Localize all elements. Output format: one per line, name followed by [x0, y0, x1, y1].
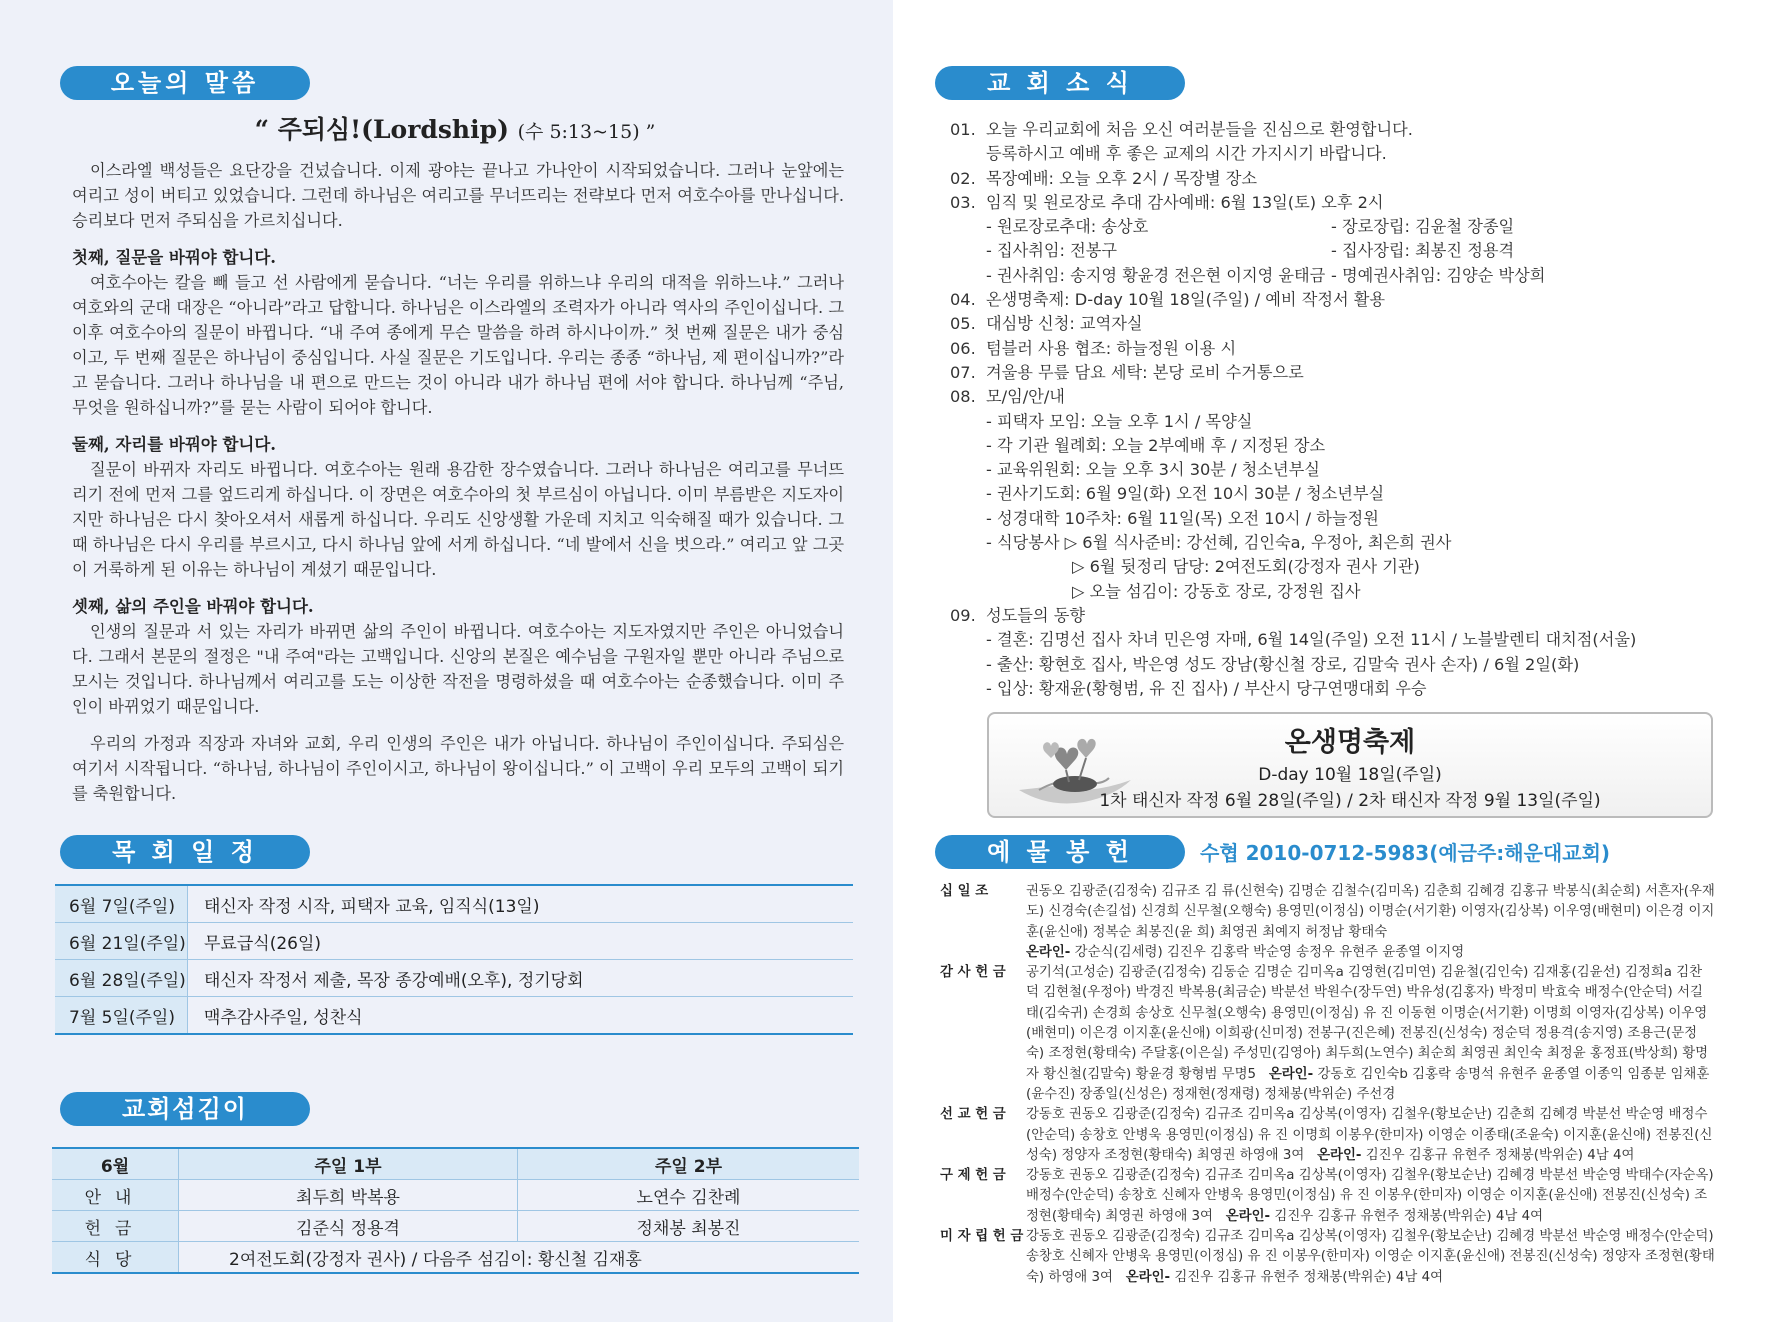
- list-item: [940, 963, 1715, 1105]
- list-item: [950, 167, 1720, 191]
- serving-meal: 2여전도회(강정자 권사) / 다음주 섬김이: 황신철 김재홍: [179, 1242, 860, 1274]
- serving-table: [52, 1147, 859, 1274]
- list-item: [940, 1166, 1715, 1227]
- list-item: - 교육위원회: 오늘 오후 3시 30분 / 청소년부실: [986, 460, 1320, 480]
- serving-header-service2: 주일 2부: [518, 1148, 860, 1180]
- table-row: [52, 1148, 859, 1180]
- serving-cell: 김준식 정용격: [179, 1211, 518, 1242]
- table-row: [52, 1211, 859, 1242]
- item-text: 온생명축제: D-day 10월 18일(주일) / 예비 작정서 활용: [986, 290, 1386, 310]
- list-item: - 입상: 황재윤(황형범, 유 진 집사) / 부산시 당구연맹대회 우승: [986, 678, 1427, 698]
- list-item: [950, 385, 1720, 409]
- sermon-paragraph-2: 질문이 바뀌자 자리도 바뀝니다. 여호수아는 원래 용감한 장수였습니다. 그러나 하나님은 여리고를 무너뜨리기 전에 먼저 그를 엎드리게 하십니다. 이 장면은 여호수아의 첫 부르심이 아닙니다. 이미 부름받은 지도자이지만 하나님은 다시 찾아오셔서 새롭게 하십니다. 우리도 신앙생활 가운데 지치고 익숙해질 때가 있습니다. 그때 하나님은 다시 우리를 부르시고, 다시 하나님 앞에 서게 하십니다. “네 발에서 신을 벗으라.” 여리고 앞 그곳이 거룩하게 된 이유는 하나님이 계셨기 때문입니다.: [72, 460, 844, 579]
- item-text: 모/임/안/내: [986, 387, 1065, 407]
- festival-dday: D-day 10월 18일(주일): [1258, 765, 1442, 785]
- offering-names: 강동호 권동오 김광준(김정숙) 김규조 김미옥a 김상복(이영자) 김철우(황보순난) 김혜경 박분선 박순영 배정수(안순덕) 송창호 신혜자 안병욱 용영민(이정심) 유 진 이봉우(한미자) 이영순 이지훈(윤신애) 전봉진(신성숙) 정양자 조정현(황태숙) 하영애 3여: [1026, 1229, 1715, 1285]
- festival-title: 온생명축제: [1284, 727, 1416, 758]
- serving-cell: 노연수 김찬례: [518, 1180, 860, 1211]
- item-text: - 권사취임: 송지영 황윤경 전은현 이지영 윤태금: [986, 265, 1326, 285]
- schedule-table: [55, 884, 853, 1035]
- serving-header-month: 6월: [52, 1148, 179, 1180]
- list-item: - 결혼: 김명선 집사 차녀 민은영 자매, 6월 14일(주일) 오전 11시 / 노블발렌티 대치점(서울): [986, 630, 1637, 650]
- table-row: [52, 1180, 859, 1211]
- offering-online-names: 김진우 김홍규 유현주 정채봉(박위순) 4남 4여: [1365, 1147, 1635, 1163]
- list-item: ▷ 6월 뒷정리 담당: 2여전도회(강정자 권사 기관): [1072, 557, 1420, 577]
- table-row: [52, 1242, 859, 1274]
- online-label: 온라인-: [1125, 1269, 1171, 1285]
- list-item: [950, 337, 1720, 361]
- list-item: 등록하시고 예배 후 좋은 교제의 시간 가지시기 바랍니다.: [986, 144, 1387, 164]
- item-number: 09.: [950, 605, 976, 625]
- schedule-text: 무료급식(26일): [188, 923, 854, 960]
- offering-category: 선 교 헌 금: [940, 1107, 1006, 1123]
- table-row: [55, 997, 853, 1035]
- list-item: - 성경대학 10주차: 6월 11일(목) 오전 10시 / 하늘정원: [986, 508, 1379, 528]
- list-item: [950, 264, 1720, 288]
- item-text: - 장로장립: 김윤철 장종일: [1331, 217, 1515, 237]
- list-item: [940, 882, 1715, 963]
- list-item: [950, 604, 1720, 628]
- list-item: [950, 361, 1720, 385]
- sermon-paragraph-1: 여호수아는 칼을 빼 들고 선 사람에게 묻습니다. “너는 우리를 위하느냐 우리의 대적을 위하느냐.” 그러나 여호와의 군대 대장은 “아니라”라고 답합니다. 하나님은 이스라엘의 조력자가 아니라 역사의 주인이십니다. 그 이후 여호수아의 질문이 바뀝니다. “내 주여 종에게 무슨 말씀을 하려 하시나이까.” 첫 번째 질문은 내가 중심이고, 두 번째 질문은 하나님이 중심입니다. 사실 질문은 기도입니다. 우리는 종종 “하나님, 제 편이십니까?”라고 묻습니다. 그러나 하나님을 내 편으로 만드는 것이 아니라 내가 하나님 편에 서야 합니다. 하나님께 “주님, 무엇을 원하십니까?”를 묻는 사람이 되어야 합니다.: [72, 273, 844, 417]
- section-news-header: 교 회 소 식: [935, 66, 1185, 100]
- item-text: 겨울용 무릎 담요 세탁: 본당 로비 수거통으로: [986, 362, 1304, 382]
- offering-online-names: 강순식(김세령) 김진우 김홍락 박순영 송정우 유현주 윤종열 이지영: [1074, 944, 1465, 960]
- item-text: - 명예권사취임: 김양순 박상희: [1331, 265, 1546, 285]
- list-item: [940, 1227, 1715, 1288]
- offering-category: 구 제 헌 금: [940, 1168, 1006, 1184]
- sermon-intro: 이스라엘 백성들은 요단강을 건넜습니다. 이제 광야는 끝나고 가나안이 시작되었습니다. 그러나 눈앞에는 여리고 성이 버티고 있었습니다. 그런데 하나님은 여리고를 무너뜨리는 전략보다 먼저 여호수아를 만나십니다. 승리보다 먼저 주되심을 가르치십니다.: [72, 161, 844, 230]
- news-list: [950, 118, 1720, 701]
- offering-category: 감 사 헌 금: [940, 965, 1006, 981]
- offering-online-names: 김진우 김홍규 유현주 정채봉(박위순) 4남 4여: [1174, 1269, 1444, 1285]
- table-row: [55, 885, 853, 923]
- sermon-heading-3: 셋째, 삶의 주인을 바꿔야 합니다.: [72, 597, 314, 616]
- item-number: 04.: [950, 290, 976, 310]
- item-text: - 집사장립: 최봉진 정용격: [1331, 241, 1515, 261]
- schedule-text: 맥추감사주일, 성찬식: [188, 997, 854, 1035]
- offering-names: 권동오 김광준(김정숙) 김규조 김 류(신현숙) 김명순 김철수(김미옥) 김춘희 김혜경 김홍규 박봉식(최순희) 서흔자(우재도) 신경숙(손길섭) 신경희 신무철(오행숙) 용영민(이정심) 이명순(서기환) 이영자(김상복) 이우영(배현미) 이은경 이지훈(윤신애) 정복순 최봉진(윤 희) 최영권 최예지 허정남 황태숙: [1026, 884, 1715, 940]
- schedule-date: 6월 28일(주일): [55, 960, 188, 997]
- schedule-date: 6월 7일(주일): [55, 885, 188, 923]
- offering-list: [940, 882, 1715, 1288]
- sermon-title-main: “ 주되심!(Lordship): [254, 115, 509, 144]
- list-item: ▷ 오늘 섬김이: 강동호 장로, 강정원 집사: [1072, 581, 1361, 601]
- online-label: 온라인-: [1268, 1066, 1314, 1082]
- list-item: - 권사기도회: 6월 9일(화) 오전 10시 30분 / 청소년부실: [986, 484, 1385, 504]
- list-item: - 피택자 모임: 오늘 오후 1시 / 목양실: [986, 411, 1253, 431]
- item-text: 성도들의 동향: [986, 605, 1085, 625]
- offering-names: 강동호 권동오 김광준(김정숙) 김규조 김미옥a 김상복(이영자) 김철우(황보순난) 김혜경 박분선 박순영 박태수(자순옥) 배정수(안순덕) 송창호 신혜자 안병욱 용영민(이정심) 유 진 이봉우(한미자) 이영순 이지훈(윤신애) 전봉진(신성숙) 조정현(황태숙) 최영권 하영애 3여: [1026, 1168, 1714, 1224]
- item-text: 오늘 우리교회에 처음 오신 여러분들을 진심으로 환영합니다.: [986, 120, 1413, 139]
- offering-names: 공기석(고성순) 김광준(김정숙) 김동순 김명순 김미옥a 김영현(김미연) 김윤철(김인숙) 김재홍(김윤선) 김정희a 김찬덕 김현철(우정아) 박경진 박복용(최금순) 박분선 박원수(장두연) 박유성(김홍자) 박정미 박효숙 배정수(안순덕) 서길태(김숙귀) 손경희 송상호 신무철(오행숙) 용영민(이정심) 유 진 이동현 이명순(서기환) 이명희 이영자(김상복) 이우영(배현미) 이은경 이지훈(윤신애) 이희광(신미정) 전봉구(진은혜) 전봉진(신성숙) 정순덕 정용격(송지영) 조용근(문정숙) 조정현(황태숙) 주달홍(이은실) 주성민(김영아) 최두희(노연수) 최순희 최영권 최인숙 최정윤 홍정표(박상희) 황명자 황신철(김말숙) 황윤경 황형범 무명5: [1026, 965, 1709, 1082]
- item-number: 03.: [950, 192, 976, 212]
- list-item: - 각 기관 월례회: 오늘 2부예배 후 / 지정된 장소: [986, 435, 1326, 455]
- serving-header-service1: 주일 1부: [179, 1148, 518, 1180]
- festival-pledge-dates: 1차 태신자 작정 6월 28일(주일) / 2차 태신자 작정 9월 13일(주일): [1099, 791, 1601, 811]
- online-label: 온라인-: [1026, 944, 1071, 960]
- festival-banner: [987, 712, 1713, 818]
- list-item: [950, 191, 1720, 215]
- list-item: [950, 239, 1720, 263]
- online-label: 온라인-: [1317, 1147, 1362, 1163]
- offering-online-names: 김진우 김홍규 유현주 정채봉(박위순) 4남 4여: [1274, 1208, 1544, 1224]
- online-label: 온라인-: [1225, 1208, 1271, 1224]
- offering-category: 미 자 립 헌 금: [940, 1229, 1024, 1245]
- serving-role: 식당: [52, 1242, 179, 1274]
- offering-names: 강동호 권동오 김광준(김정숙) 김규조 김미옥a 김상복(이영자) 김철우(황보순난) 김춘희 김혜경 박분선 박순영 배정수(안순덕) 송창호 안병욱 용영민(이정심) 유 진 이명희 이봉우(한미자) 이영순 이종태(조윤숙) 이지훈(윤신애) 전봉진(신성숙) 정양자 조정현(황태숙) 최영권 하영애 3여: [1026, 1107, 1713, 1163]
- list-item: [950, 118, 1720, 142]
- item-text: 목장예배: 오늘 오후 2시 / 목장별 장소: [986, 168, 1257, 188]
- schedule-text: 태신자 작정서 제출, 목장 종강예배(오후), 정기당회: [188, 960, 854, 997]
- item-number: 02.: [950, 168, 976, 188]
- list-item: - 출산: 황현호 집사, 박은영 성도 장남(황신철 장로, 김말숙 권사 손자) / 6월 2일(화): [986, 654, 1580, 674]
- sermon-paragraph-4: 우리의 가정과 직장과 자녀와 교회, 우리 인생의 주인은 내가 아닙니다. 하나님이 주인이십니다. 주되심은 여기서 시작됩니다. “하나님, 하나님이 주인이시고, 하나님이 왕이십니다.” 이 고백이 우리 모두의 고백이 되기를 축원합니다.: [72, 734, 844, 803]
- sermon-body: [72, 158, 844, 818]
- list-item: [950, 312, 1720, 336]
- sermon-paragraph-3: 인생의 질문과 서 있는 자리가 바뀌면 삶의 주인이 바뀝니다. 여호수아는 지도자였지만 주인은 아니었습니다. 그래서 본문의 절정은 "내 주여"라는 고백입니다. 신앙의 본질은 예수님을 구원자일 뿐만 아니라 주님으로 모시는 것입니다. 하나님께서 여리고를 도는 이상한 작전을 명령하셨을 때 여호수아는 순종했습니다. 이미 주인이 바뀌었기 때문입니다.: [72, 622, 844, 716]
- section-schedule-header: 목 회 일 정: [60, 835, 310, 869]
- list-item: - 식당봉사 ▷ 6월 식사준비: 강선혜, 김인숙a, 우정아, 최은희 권사: [986, 533, 1452, 553]
- list-item: [940, 1105, 1715, 1166]
- table-row: [55, 923, 853, 960]
- item-text: - 집사취임: 전봉구: [986, 241, 1118, 261]
- schedule-date: 7월 5일(주일): [55, 997, 188, 1035]
- schedule-date: 6월 21일(주일): [55, 923, 188, 960]
- schedule-text: 태신자 작정 시작, 피택자 교육, 임직식(13일): [188, 885, 854, 923]
- list-item: [950, 215, 1720, 239]
- section-serving-header: 교회섬김이: [60, 1092, 310, 1126]
- sermon-title-ref: (수 5:13~15) ”: [517, 121, 656, 143]
- offering-category: 십 일 조: [940, 884, 989, 899]
- serving-cell: 최두희 박복용: [179, 1180, 518, 1211]
- section-offering-header: 예 물 봉 헌: [935, 835, 1185, 869]
- sermon-heading-1: 첫째, 질문을 바꿔야 합니다.: [72, 248, 277, 267]
- item-text: 텀블러 사용 협조: 하늘정원 이용 시: [986, 338, 1237, 358]
- serving-role: 안내: [52, 1180, 179, 1211]
- item-number: 05.: [950, 314, 976, 334]
- item-text: - 원로장로추대: 송상호: [986, 217, 1149, 237]
- sermon-title: [60, 110, 850, 146]
- table-row: [55, 960, 853, 997]
- offering-online-names: 강동호 김인숙b 김홍락 송명석 유현주 윤종열 이종익 임종분 임채훈(윤수진) 장종일(신성은) 정재현(정재령) 정채봉(박위순) 주선경: [1026, 1066, 1710, 1102]
- item-number: 07.: [950, 362, 976, 382]
- item-text: 대심방 신청: 교역자실: [986, 314, 1143, 334]
- item-text: 임직 및 원로장로 추대 감사예배: 6월 13일(토) 오후 2시: [986, 192, 1384, 212]
- item-number: 06.: [950, 338, 976, 358]
- section-word-header: 오늘의 말씀: [60, 66, 310, 100]
- item-number: 01.: [950, 120, 976, 139]
- item-number: 08.: [950, 387, 976, 407]
- serving-role: 헌금: [52, 1211, 179, 1242]
- serving-cell: 정채봉 최봉진: [518, 1211, 860, 1242]
- list-item: [950, 288, 1720, 312]
- sermon-heading-2: 둘째, 자리를 바꿔야 합니다.: [72, 435, 277, 454]
- bank-account: 수협 2010-0712-5983(예금주:해운대교회): [1200, 841, 1611, 865]
